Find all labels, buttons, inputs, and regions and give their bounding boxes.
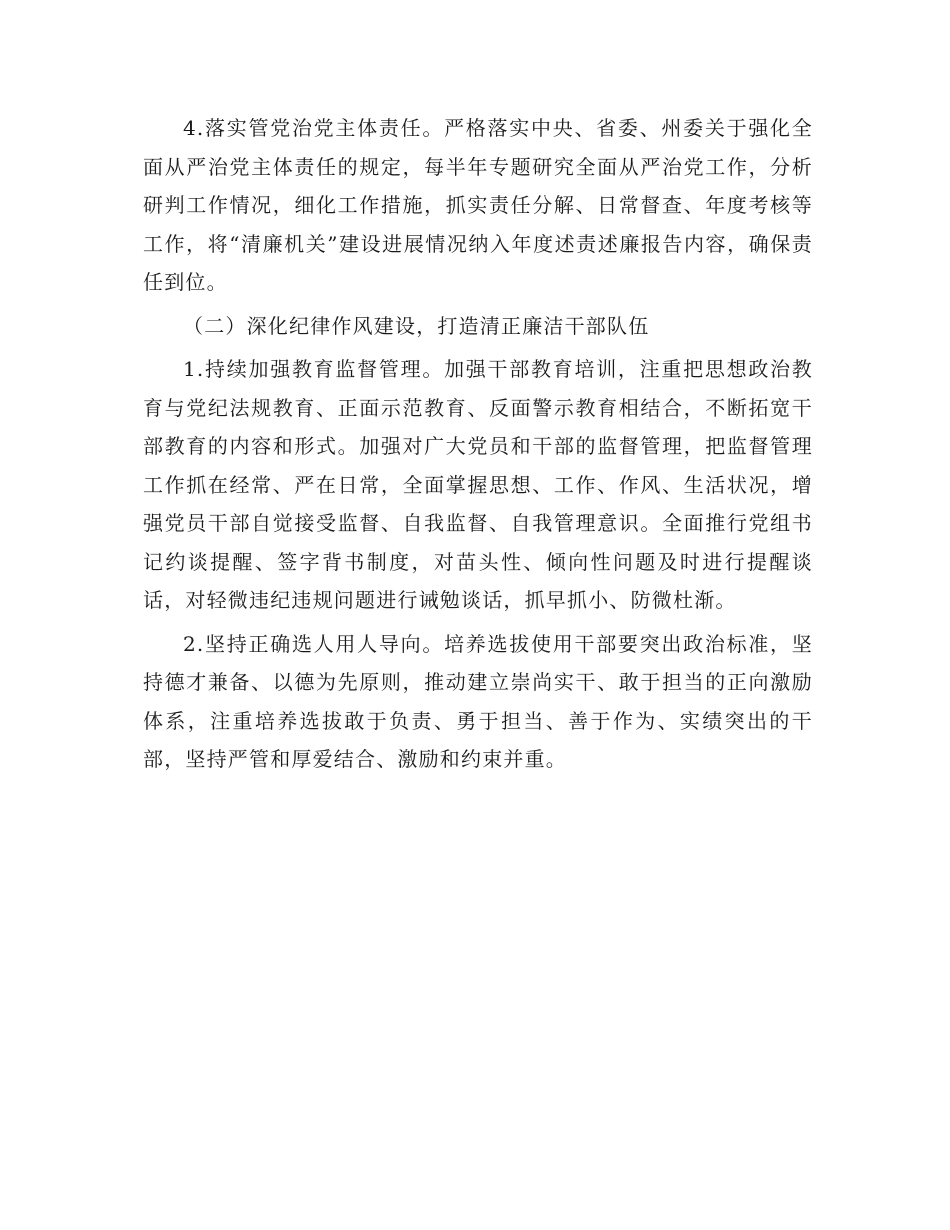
paragraph-personnel-selection: 2.坚持正确选人用人导向。培养选拔使用干部要突出政治标准，坚持德才兼备、以德为先原则，推动建立崇尚实干、敢于担当的正向激励体系，注重培养选拔敢于负责、勇于担当、善于作为、实绩突出的干部，坚持严管和厚爱结合、激励和约束并重。 xyxy=(143,631,813,771)
section-heading-discipline: （二）深化纪律作风建设，打造清正廉洁干部队伍 xyxy=(183,313,650,338)
paragraph-responsibility: 4.落实管党治党主体责任。严格落实中央、省委、州委关于强化全面从严治党主体责任的规定，每半年专题研究全面从严治党工作，分析研判工作情况，细化工作措施，抓实责任分解、日常督查、年度考核等工作，将“清廉机关”建设进展情况纳入年度述责述廉报告内容，确保责任到位。 xyxy=(143,116,813,294)
paragraph-education-supervision: 1.持续加强教育监督管理。加强干部教育培训，注重把思想政治教育与党纪法规教育、正面示范教育、反面警示教育相结合，不断拓宽干部教育的内容和形式。加强对广大党员和干部的监督管理，把监督管理工作抓在经常、严在日常，全面掌握思想、工作、作风、生活状况，增强党员干部自觉接受监督、自我监督、自我管理意识。全面推行党组书记约谈提醒、签字背书制度，对苗头性、倾向性问题及时进行提醒谈话，对轻微违纪违规问题进行诫勉谈话，抓早抓小、防微杜渐。 xyxy=(143,357,813,612)
document-body xyxy=(143,109,813,779)
